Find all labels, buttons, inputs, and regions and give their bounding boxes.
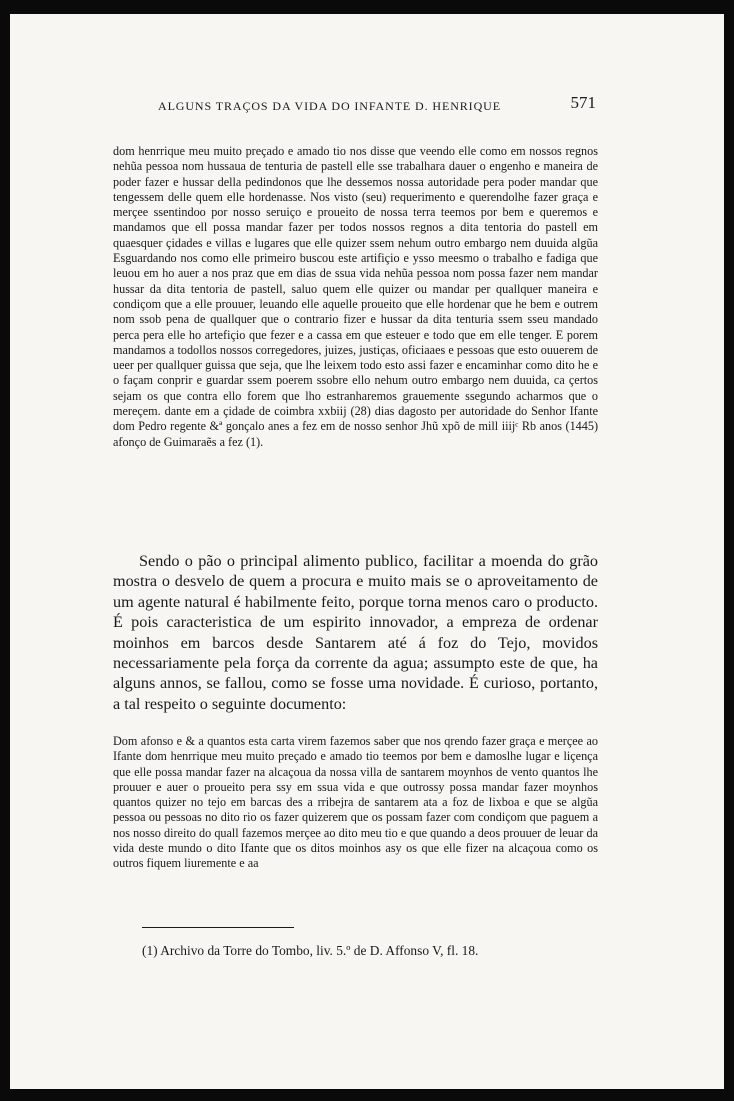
footnote: (1) Archivo da Torre do Tombo, liv. 5.º de D. Affonso V, fl. 18. — [142, 943, 479, 958]
page-number: 571 — [570, 93, 596, 112]
running-head: ALGUNS TRAÇOS DA VIDA DO INFANTE D. HENRIQUE — [158, 99, 501, 113]
book-page — [10, 14, 724, 1089]
quoted-document-1: dom henrrique meu muito preçado e amado tio nos disse que veendo elle como em nossos regnos nehũa pessoa nom hussaua de tenturia de pastell elle sse trabalhara dauer o engenho e maneira de poder fazer e hussar della pedindonos que lhe dessemos nossa autoridade pera poder mandar que tengessem delle quem elle hordenasse. Nos visto (seu) requerimento e querendolhe fazer graça e merçee ssentindoo por nosso seruiço e proueito de nossa terra teemos por bem e queremos e mandamos que ell possa mandar fazer per todos nossos regnos a dita tentoria do pastell em quaesquer çidades e villas e lugares que elle quizer ssem nehum outro embargo nem duuida algũa Esguardando nos como elle primeiro buscou este artifiçio e ysso meesmo o trabalho e fadiga que leuou em ho auer a nos praz que em dias de ssua vida nehũa pessoa nom possa fazer nem mandar hussar da dita tentoria de pastell, saluo quem elle quizer ou mandar per quallquer maneira e condiçom que a elle prouuer, leuando elle aquelle proueito que elle hordenar que he bem e outrem nom ssob pena de quallquer que o contrario fizer e hussar da dita tenturia ssem sseu mandado perca pera elle ho artefiçio que fezer e a cassa em que esteuer e todo que em elle tenger. E porem mandamos a todollos nossos corregedores, juizes, justiças, oficiaaes e pessoas que esto ouuerem de ueer per quallquer guissa que seja, que lhe leixem todo esto assi fazer e encaminhar como dito he e o façam conprir e guardar ssem poerem ssobre ello nehum outro embargo nem duuida, ca çertos sejam os que contra ello forem que lho estranharemos grauemente ssegundo acharmos que o mereçem. dante em a çidade de coimbra xxbiij (28) dias dagosto per autoridade do Senhor Ifante dom Pedro regente &ª gonçalo anes a fez em de nosso senhor Jhũ xpõ de mill iiijᶜ Rb anos (1445) afonço de Guimaraẽs a fez (1). — [113, 144, 598, 449]
footnote-rule — [142, 927, 294, 928]
quoted-document-2: Dom afonso e & a quantos esta carta virem fazemos saber que nos qrendo fazer graça e merçee ao Ifante dom henrrique meu muito preçado e amado tio teemos por bem e damoslhe lugar e liçença que elle possa mandar fazer na alcaçoua da nossa villa de santarem moynhos de vento quantos lhe prouuer e auer o proueito pera ssy em ssua vida e que outrossy possa mandar fazer moynhos quantos quizer no tejo em barcas des a rribejra de santarem ata a foz de lixboa e que se algũa pessoa ou pessoas no dito rio os fazer quizerem que os possam fazer com condiçom que paguem a nos nosso direito do quall fazemos merçee ao dito meu tio e que quando a deos prouuer de leuar da vida deste mundo o dito Ifante que os ditos moinhos asy os que elle fizer na alcaçoua como os outros fiquem liuremente e aa — [113, 734, 598, 871]
page-header — [158, 93, 598, 117]
body-paragraph — [113, 551, 598, 714]
body-paragraph-text: Sendo o pão o principal alimento publico, facilitar a moenda do grão mostra o desvelo de quem a procura e muito mais se o aproveitamento de um agente natural é habilmente feito, porque torna menos caro o producto. É pois caracteristica de um espirito innovador, a empreza de ordenar moinhos em barcos desde Santarem até á foz do Tejo, movidos necessariamente pela força da corrente da agua; assumpto este de que, ha alguns annos, se fallou, como se fosse uma novidade. É curioso, portanto, a tal respeito o seguinte documento: — [113, 552, 598, 713]
